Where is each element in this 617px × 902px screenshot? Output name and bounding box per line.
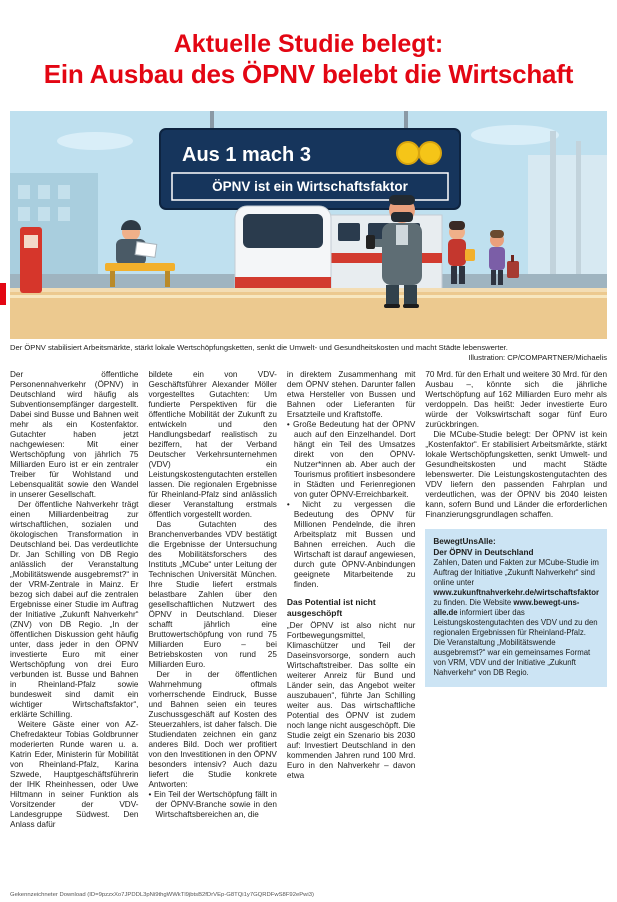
info-box-title-line-1: BewegtUnsAlle: <box>433 537 496 547</box>
article-column-3 <box>287 370 415 852</box>
image-credit: Illustration: CP/COMPARTNER/Michaelis <box>468 353 607 363</box>
cloud-icon <box>471 125 559 145</box>
coin-icon <box>397 142 419 164</box>
info-box-paragraph: Die Veranstaltung „Mobilitätswende ausgebremst?“ war ein gemeinsames Format von VRM, VDV und der Initiative „Zukunft Nahverkehr“ von DB Regio. <box>433 637 591 677</box>
article-column-4 <box>425 370 607 852</box>
paragraph: Das Gutachten des Branchenverbandes VDV bestätigt die Ergebnisse der Untersuchung des Mobilitätsforschers des Instituts „MCube“ unter Leitung der Technischen Universität München. Ihre Studie liefert erstmals belastbare Zahlen über den gesellschaftlichen Nutzwert des ÖPNV in Deutschland. Dieser schafft jährlich eine Bruttowertschöpfung von rund 75 Milliarden Euro – bei Betriebskosten von rund 25 Milliarden Euro. <box>148 520 277 670</box>
info-box-paragraph <box>433 558 599 638</box>
paragraph: Der öffentliche Nahverkehr trägt einen Milliardenbeitrag zur wirtschaftlichen, sozialen und ökologischen Transformation in Deutschland bei. Das verdeutlichte Dr. Jan Schilling von DB Regio anlässlich der Veranstaltung „Mobilitätswende ausgebremst?“ in der VRM-Zentrale in Mainz. Er bezog sich dabei auf die zentralen Ergebnisse einer Studie im Auftrag der Initiative „Zukunft Nahverkehr“ (ZNV) von DB Regio. „In der öffentlichen Diskussion geht häufig unter, dass jeder in den ÖPNV investierte Euro mit einer Wertschöpfung von drei Euro verbunden ist. Busse und Bahnen in Rheinland-Pfalz sowie bundesweit sind damit ein wichtiger Wirtschaftsfaktor“, erklärte Schilling. <box>10 500 139 720</box>
safety-line <box>10 295 607 298</box>
paragraph: Weitere Gäste einer von AZ-Chefredakteur Tobias Goldbrunner moderierten Runde waren u. a. Katrin Eder, Ministerin für Mobilität von Rheinland-Pfalz, Karina Szwede, Hauptgeschäftsführerin der IHK Rheinhessen, oder Uwe Hiltmann in seiner Funktion als Vorsitzender der VDV-Landesgruppe Südwest. Den Anlass dafür <box>10 720 139 830</box>
platform-edge <box>10 288 607 292</box>
article-page <box>0 30 617 852</box>
cloud-icon <box>57 132 133 150</box>
station-illustration <box>10 111 607 339</box>
paragraph: Die MCube-Studie belegt: Der ÖPNV ist kein „Kostenfaktor“. Er stabilisiert Arbeitsmärkte, stärkt lokale Wertschöpfungsketten, senkt Umwelt- und Gesundheitskosten und macht Städte lebenswerter. Die Leistungskostengutachten des VDV liefern den passenden Fahrplan und verdeutlichen, was der ÖPNV bis 2040 leisten kann, sofern Bund und Länder die erforderlichen Finanzierungsgrundlagen schaffen. <box>425 430 607 520</box>
bullet-item: • Nicht zu vergessen die Bedeutung des ÖPNV für Millionen Pendelnde, die ihren Arbeitsplatz mit Bussen und Bahnen erreichen. Auch die Wirtschaft ist darauf angewiesen, durch gute ÖPNV-Anbindungen geeignete Mitarbeitende zu finden. <box>286 500 416 590</box>
info-box <box>425 529 607 686</box>
article-body <box>10 370 607 852</box>
section-subheading: Das Potential ist nicht ausgeschöpft <box>286 597 376 618</box>
page-title <box>10 30 607 89</box>
paragraph: in direktem Zusammenhang mit dem ÖPNV stehen. Darunter fallen etwa Hersteller von Bussen und Bahnen oder Lieferanten für Ersatzteile und Kraftstoffe. <box>286 370 416 420</box>
sign-text-line-1: Aus 1 mach 3 <box>182 143 311 166</box>
coin-icon <box>419 142 441 164</box>
link-zukunftnahverkehr[interactable]: www.zukunftnahverkehr.de/wirtschaftsfaktor <box>433 587 600 597</box>
sign-text-line-2: ÖPNV ist ein Wirtschaftsfaktor <box>212 178 408 194</box>
bullet-item: • Große Bedeutung hat der ÖPNV auch auf den Einzelhandel. Dort hängt ein Teil des Umsatzes direkt von den ÖPNV-Nutzer*innen ab. Aber auch der Tourismus profitiert insbesondere in Städten und Ferienregionen von guter ÖPNV-Erreichbarkeit. <box>286 420 416 500</box>
paragraph: Der in der öffentlichen Wahrnehmung oftmals vorherrschende Eindruck, Busse und Bahnen seien ein teures Zuschussgeschäft auf Kosten des Steuerzahlers, ist daher falsch. Die Studiendaten zeichnen ein ganz anderes Bild. Doch wer profitiert von den Investitionen in den ÖPNV besonders intensiv? Auch dazu liefert die Studie konkrete Antworten: <box>148 670 277 790</box>
headline-line-1: Aktuelle Studie belegt: <box>173 30 444 58</box>
info-box-title-line-2: Der ÖPNV in Deutschland <box>433 547 534 557</box>
article-column-1 <box>10 370 138 852</box>
download-watermark: Gekennzeichneter Download (ID=9pzzxXo7JPDDL3pNi9thgWWkTl9jbtsB2fDrVEp-G8TQi1y7GQRDFwS8F92ePwi3) <box>10 892 314 898</box>
link-bewegt-uns-alle[interactable]: www.bewegt-uns-alle.de <box>433 597 580 617</box>
headline-line-2: Ein Ausbau des ÖPNV belebt die Wirtschaft <box>43 59 574 89</box>
bullet-item: • Ein Teil der Wertschöpfung fällt in der ÖPNV-Branche sowie in den Wirtschaftsbereichen an, die <box>148 790 277 820</box>
info-box-text: informiert über das Leistungskostengutachten des VDV und zu den regionalen Ergebnissen für Rheinland-Pfalz. <box>433 607 598 637</box>
article-column-2 <box>148 370 276 852</box>
paragraph: 70 Mrd. für den Erhalt und weitere 30 Mrd. für den Ausbau –, könnte sich die jährliche Wertschöpfung auf 162 Milliarden Euro mehr als verdoppeln. Das heißt: Jeder investierte Euro würde der Volkswirtschaft sogar fünf Euro zurückbringen. <box>425 370 607 430</box>
ticket-machine <box>20 227 42 293</box>
paragraph: bildete ein von VDV-Geschäftsführer Alexander Möller vorgestelltes Gutachten: Um fundierte Perspektiven für die öffentliche Mobilität der Zukunft zu entwickeln und den Handlungsbedarf realistisch zu beziffern, hat der Verband Deutscher Verkehrsunternehmen (VDV) ein Leistungskostengutachten erstellen lassen. Die regionalen Ergebnisse für Rheinland-Pfalz sind anlässlich dieser Veranstaltung erstmals öffentlich vorgestellt worden. <box>148 370 277 520</box>
image-caption: Der ÖPNV stabilisiert Arbeitsmärkte, stärkt lokale Wertschöpfungsketten, senkt die Umwelt- und Gesundheitskosten und macht Städte lebenswerter. <box>10 342 508 352</box>
info-box-text: Zahlen, Daten und Fakten zur MCube-Studie im Auftrag der Initiative „Zukunft Nahverkehr“ sind online unter <box>433 557 599 587</box>
paragraph: Der öffentliche Personennahverkehr (ÖPNV) in Deutschland wird häufig als Subventionsempfänger dargestellt. Dabei sind Busse und Bahnen weit mehr als ein Kostenfaktor. Gutachter haben jetzt nachgewiesen: Mit einer Wertschöpfung von jährlich 75 Milliarden Euro ist er ein zentraler Treiber für Wohlstand und Lebensqualität sowie den Wandel in unserer Gesellschaft. <box>10 370 139 500</box>
paragraph: „Der ÖPNV ist also nicht nur Fortbewegungsmittel, Klimaschützer und Teil der Daseinsvorsorge, sondern auch Wirtschaftstreiber. Das sollte ein weiterer Anreiz für Bund und Länder sein, das Angebot weiter auszubauen“, führte Jan Schilling weiter aus. Das wirtschaftliche Potential des ÖPNV ist zudem noch lange nicht ausgeschöpft. Die Studie zeigt ein Szenario bis 2030 auf: Investiert Deutschland in den kommenden Jahren rund 100 Mrd. Euro in den Nahverkehr – davon etwa <box>286 620 416 780</box>
info-box-text: zu finden. Die Website <box>433 597 514 607</box>
station-illustration-svg <box>10 111 607 339</box>
